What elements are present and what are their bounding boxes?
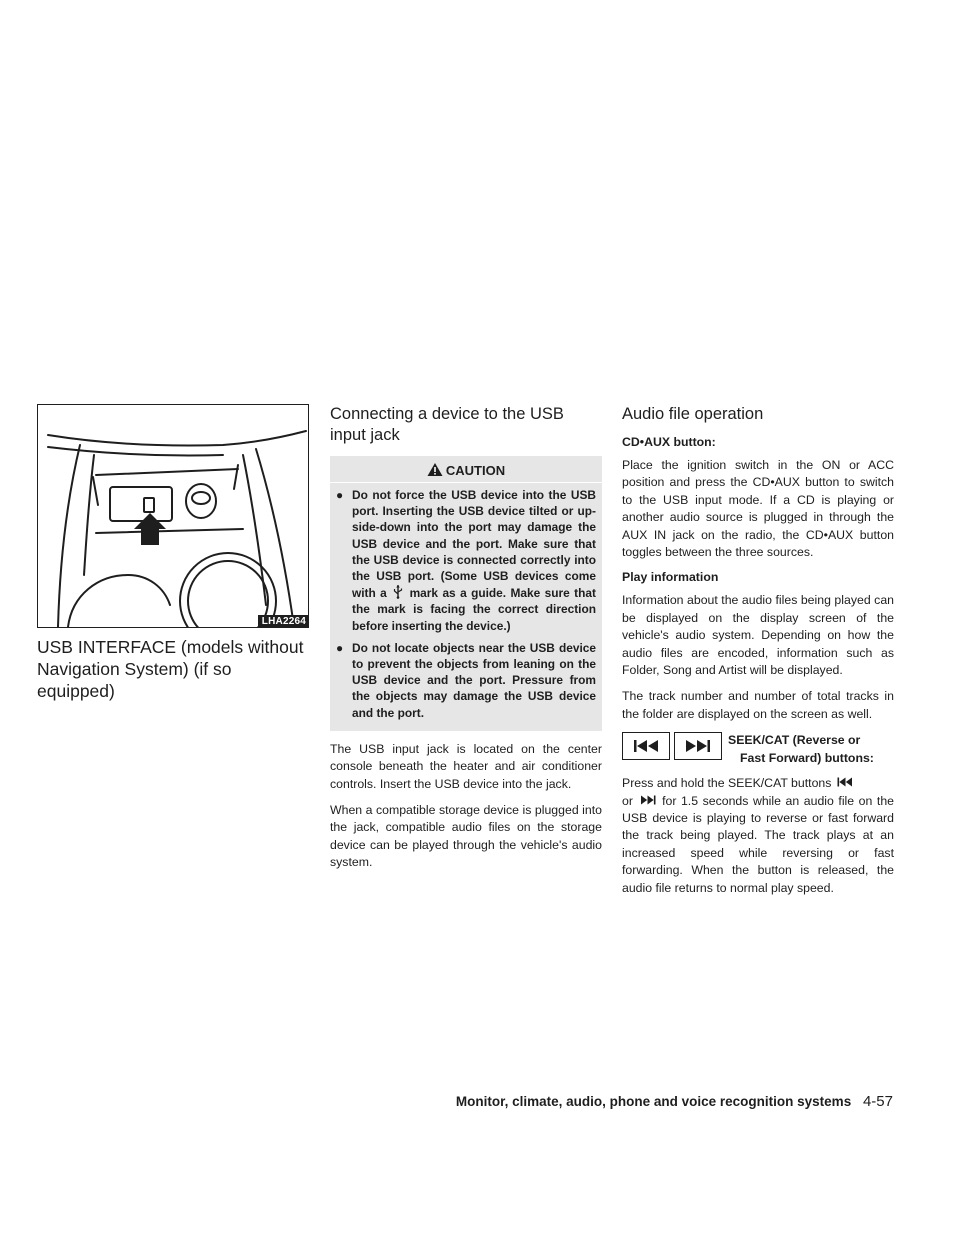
- footer-chapter-title: Monitor, climate, audio, phone and voice recognition systems: [455, 1094, 852, 1109]
- skip-forward-icon: [640, 795, 656, 805]
- usb-symbol-icon: [393, 584, 403, 599]
- skip-back-icon: [837, 777, 853, 787]
- seek-text-part: Press and hold the SEEK/CAT buttons: [622, 776, 832, 791]
- caution-heading-text: CAUTION: [445, 463, 506, 478]
- caution-item: [336, 487, 596, 634]
- seek-heading-line1: SEEK/CAT (Reverse or: [728, 733, 861, 748]
- left-column: [37, 404, 309, 702]
- skip-back-icon: [632, 739, 660, 753]
- middle-column: [330, 404, 602, 881]
- play-info-heading: Play information: [622, 570, 719, 585]
- seek-text-part: or: [622, 793, 633, 808]
- seek-forward-button-graphic: [674, 732, 722, 760]
- seek-reverse-button-graphic: [622, 732, 670, 760]
- caution-item: [336, 640, 596, 721]
- paragraph: When a compatible storage device is plugged into the jack, compatible audio files on the storage device can be played through the vehicle's audio system.: [330, 803, 602, 870]
- caution-heading: [330, 458, 602, 483]
- caution-item-text: Do not locate objects near the USB device to prevent the objects from leaning on the USB device and the port. Pressure from the objects may damage the USB device and the port.: [352, 640, 596, 720]
- play-info-paragraph: The track number and number of total tracks in the folder are displayed on the screen as well.: [622, 689, 894, 721]
- caution-list: [330, 483, 602, 721]
- paragraph: The USB input jack is located on the center console beneath the heater and air conditioner controls. Insert the USB device into the jack.: [330, 741, 602, 791]
- warning-triangle-icon: [427, 462, 443, 477]
- skip-forward-icon: [684, 739, 712, 753]
- cdaux-heading: CD•AUX button:: [622, 435, 716, 449]
- page-number: 4-57: [862, 1093, 893, 1110]
- seek-text-part: for 1.5 seconds while an audio file on the USB device is playing to reverse or fast forward the track being played. The track plays at an increased speed while reversing or fast forwarding. When the button is released, the audio file returns to normal play speed.: [622, 793, 895, 895]
- seek-paragraph: [622, 775, 894, 897]
- caution-item-text-cont: mark as a guide. Make sure that the mark is facing the correct direction before inserting the device.): [352, 586, 596, 633]
- caution-box: [330, 456, 602, 731]
- seek-heading: [728, 732, 874, 767]
- section-title: USB INTERFACE (models without Navigation System) (if so equipped): [37, 637, 304, 701]
- bullet: ●: [336, 488, 344, 502]
- right-column: [622, 404, 894, 906]
- seek-buttons-row: [622, 732, 894, 767]
- page-footer: [456, 1093, 893, 1110]
- audio-file-subhead: Audio file operation: [622, 405, 764, 423]
- play-info-paragraph: Information about the audio files being played can be displayed on the display screen of the vehicle's audio system. Depending on how the audio files are encoded, information such as Folder, Song and Artist will be displayed.: [622, 593, 894, 678]
- cdaux-paragraph: Place the ignition switch in the ON or ACC position and press the CD•AUX button to switch to the USB input mode. If a CD is playing or another audio source is plugged in through the AUX IN jack on the radio, the CD•AUX button toggles between the three sources.: [622, 458, 894, 560]
- seek-heading-line2: Fast Forward) buttons:: [740, 750, 874, 765]
- usb-location-illustration: [37, 404, 309, 628]
- figure-label: LHA2264: [258, 615, 309, 628]
- console-drawing: [38, 405, 308, 627]
- bullet: ●: [336, 640, 344, 655]
- caution-item-text: Do not force the USB device into the USB port. Inserting the USB device tilted or up-side-down into the port may damage the USB device and the port. Make sure that the USB device is connected correctly into the USB port. (Some USB devices come with a: [352, 488, 596, 601]
- usb-connect-subhead: Connecting a device to the USB input jack: [330, 405, 564, 444]
